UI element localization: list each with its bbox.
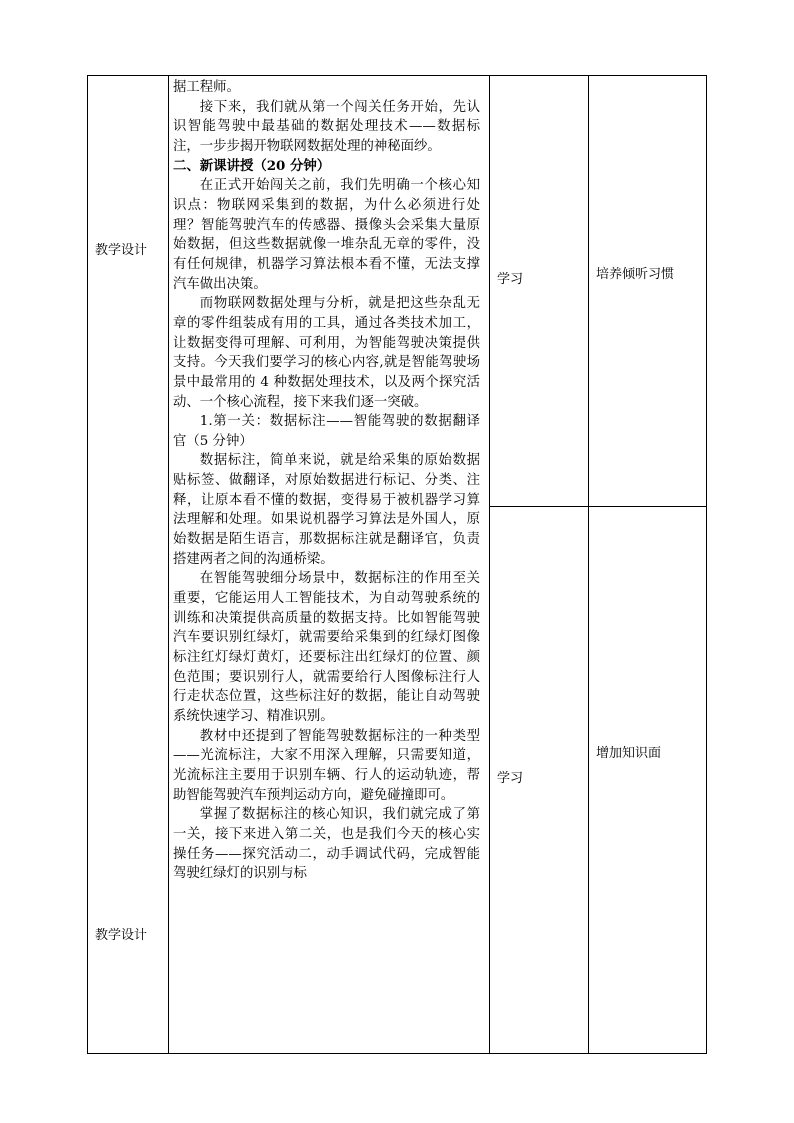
content-paragraph: 而物联网数据处理与分析，就是把这些杂乱无章的零件组装成有用的工具，通过各类技术加工，让数据变得可理解、可利用，为智能驾驶决策提供支持。今天我们要学习的核心内容,就是智能驾驶场景中最常用的 4 种数据处理技术，以及两个探究活动、一个核心流程，接下来我们逐一突破。: [173, 296, 480, 410]
lesson-content: [173, 78, 480, 884]
category-cell-2: 教学设计: [95, 928, 148, 943]
purpose-cell-2: 增加知识面: [596, 746, 662, 761]
activity-cell-1: 学习: [497, 272, 524, 287]
activity-cell-2: 学习: [497, 771, 524, 786]
category-cell-1: 教学设计: [95, 243, 148, 258]
content-paragraph: 据工程师。: [173, 80, 240, 95]
subsection-heading: 1.第一关：数据标注——智能驾驶的数据翻译官（5 分钟）: [173, 414, 480, 449]
content-paragraph: 教材中还提到了智能驾驶数据标注的一种类型——光流标注，大家不用深入理解，只需要知道，光流标注主要用于识别车辆、行人的运动轨迹，帮助智能驾驶汽车预判运动方向，避免碰撞即可。: [173, 728, 480, 803]
purpose-cell-1: 培养倾听习惯: [596, 267, 675, 282]
row-divider-right: [489, 506, 706, 507]
content-paragraph: 接下来，我们就从第一个闯关任务开始，先认识智能驾驶中最基础的数据处理技术——数据标注，一步步揭开物联网数据处理的神秘面纱。: [173, 99, 480, 154]
content-paragraph: 在正式开始闯关之前，我们先明确一个核心知识点：物联网采集到的数据，为什么必须进行处理？智能驾驶汽车的传感器、摄像头会采集大量原始数据，但这些数据就像一堆杂乱无章的零件，没有任何规律，机器学习算法根本看不懂，无法支撑汽车做出决策。: [173, 178, 480, 292]
lesson-plan-table: [87, 75, 707, 1054]
content-paragraph: 数据标注，简单来说，就是给采集的原始数据贴标签、做翻译，对原始数据进行标记、分类、注释，让原本看不懂的数据，变得易于被机器学习算法理解和处理。如果说机器学习算法是外国人，原始数据是陌生语言，那数据标注就是翻译官，负责搭建两者之间的沟通桥梁。: [173, 453, 480, 567]
column-divider-3: [588, 76, 589, 1053]
content-paragraph: 掌握了数据标注的核心知识，我们就完成了第一关，接下来进入第二关，也是我们今天的核心实操任务——探究活动二，动手调试代码，完成智能驾驶红绿灯的识别与标: [173, 807, 480, 882]
column-divider-1: [168, 76, 169, 1053]
column-divider-2: [489, 76, 490, 1053]
content-paragraph: 在智能驾驶细分场景中，数据标注的作用至关重要，它能运用人工智能技术，为自动驾驶系统的训练和决策提供高质量的数据支持。比如智能驾驶汽车要识别红绿灯，就需要给采集到的红绿灯图像标注红灯绿灯黄灯，还要标注出红绿灯的位置、颜色范围；要识别行人，就需要给行人图像标注行人行走状态位置，这些标注好的数据，能让自动驾驶系统快速学习、精准识别。: [173, 571, 480, 724]
section-heading: 二、新课讲授（20 分钟）: [173, 157, 331, 174]
